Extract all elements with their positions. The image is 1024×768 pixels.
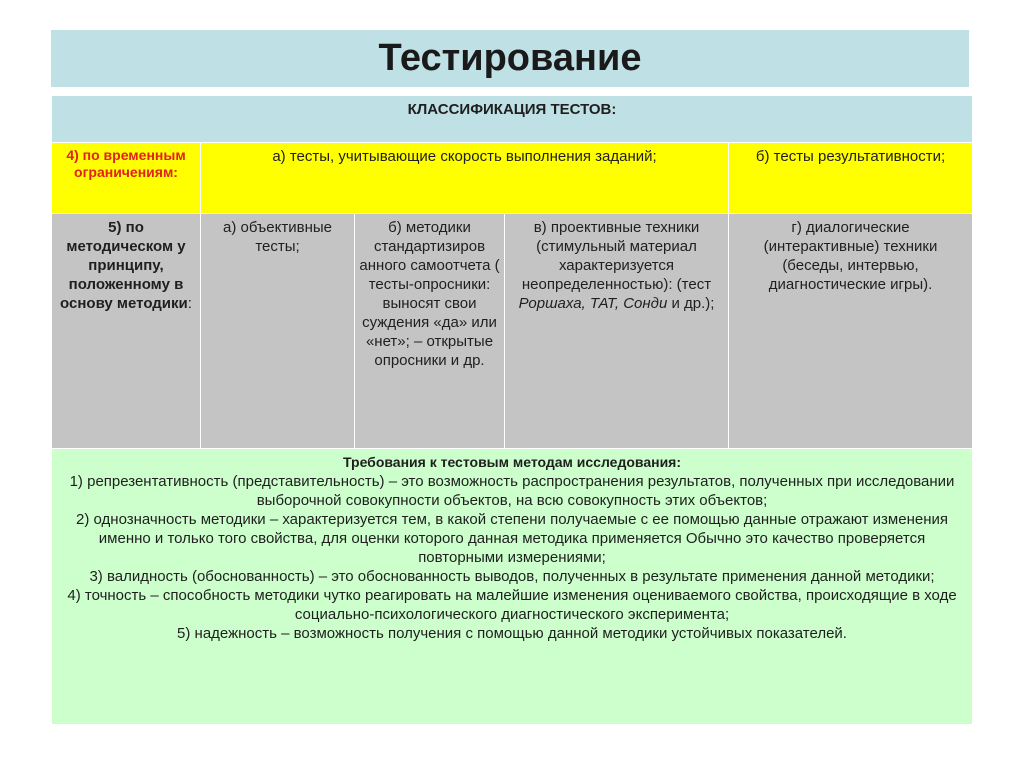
classification-table bbox=[51, 95, 973, 725]
requirement-item: 3) валидность (обоснованность) – это обоснованность выводов, полученных в результате применения данной методики; bbox=[89, 568, 935, 585]
requirement-item: 5) надежность – возможность получения с помощью данной методики устойчивых показателей. bbox=[177, 625, 847, 642]
cell-c-italic: Роршаха, ТАТ, Сонди bbox=[518, 295, 668, 312]
requirements-title: Требования к тестовым методам исследования: bbox=[343, 454, 682, 470]
title-banner bbox=[51, 30, 969, 87]
table-row-requirements bbox=[52, 449, 973, 725]
table-header: КЛАССИФИКАЦИЯ ТЕСТОВ: bbox=[52, 96, 973, 143]
row-method-cell-a: а) объективные тесты; bbox=[201, 214, 355, 449]
row-time-cell-b: б) тесты результативности; bbox=[729, 143, 973, 214]
cell-c-post: и др.); bbox=[667, 295, 715, 312]
row-method-label-text: 5) по методическом у принципу, положенному в основу методики bbox=[60, 219, 188, 312]
table-row-method bbox=[52, 214, 973, 449]
requirement-item: 4) точность – способность методики чутко реагировать на малейшие изменения оцениваемого свойства, происходящие в ходе социально-психологического диагностического эксперимента; bbox=[67, 587, 957, 623]
requirement-item: 2) однозначность методики – характеризуется тем, в какой степени получаемые с ее помощью данные отражают изменения именно и только того свойства, для оценки которого данная методика применяется Обычно это качество проверяется повторными измерениями; bbox=[76, 511, 948, 566]
row-method-cell-d: г) диалогические (интерактивные) техники (беседы, интервью, диагностические игры). bbox=[729, 214, 973, 449]
table-header-row bbox=[52, 96, 973, 143]
row-method-cell-b: б) методики стандартизиров анного самоотчета ( тесты-опросники: выносят свои суждения «да» или «нет»; – открытые опросники и др. bbox=[355, 214, 505, 449]
cell-c-pre: в) проективные техники (стимульный материал характеризуется неопределенностью): (тест bbox=[521, 219, 712, 293]
row-time-cell-a: а) тесты, учитывающие скорость выполнения заданий; bbox=[201, 143, 729, 214]
requirements-cell bbox=[52, 449, 973, 725]
requirement-item: 1) репрезентативность (представительность) – это возможность распространения результатов, полученных при исследовании выборочной совокупности объектов, на всю совокупность этих объектов; bbox=[69, 473, 955, 509]
row-time-label: 4) по временным ограничениям: bbox=[52, 143, 201, 214]
row-method-cell-c bbox=[505, 214, 729, 449]
table-row-time bbox=[52, 143, 973, 214]
row-method-label-colon: : bbox=[187, 295, 192, 312]
row-method-label bbox=[52, 214, 201, 449]
page-title: Тестирование bbox=[378, 37, 642, 79]
